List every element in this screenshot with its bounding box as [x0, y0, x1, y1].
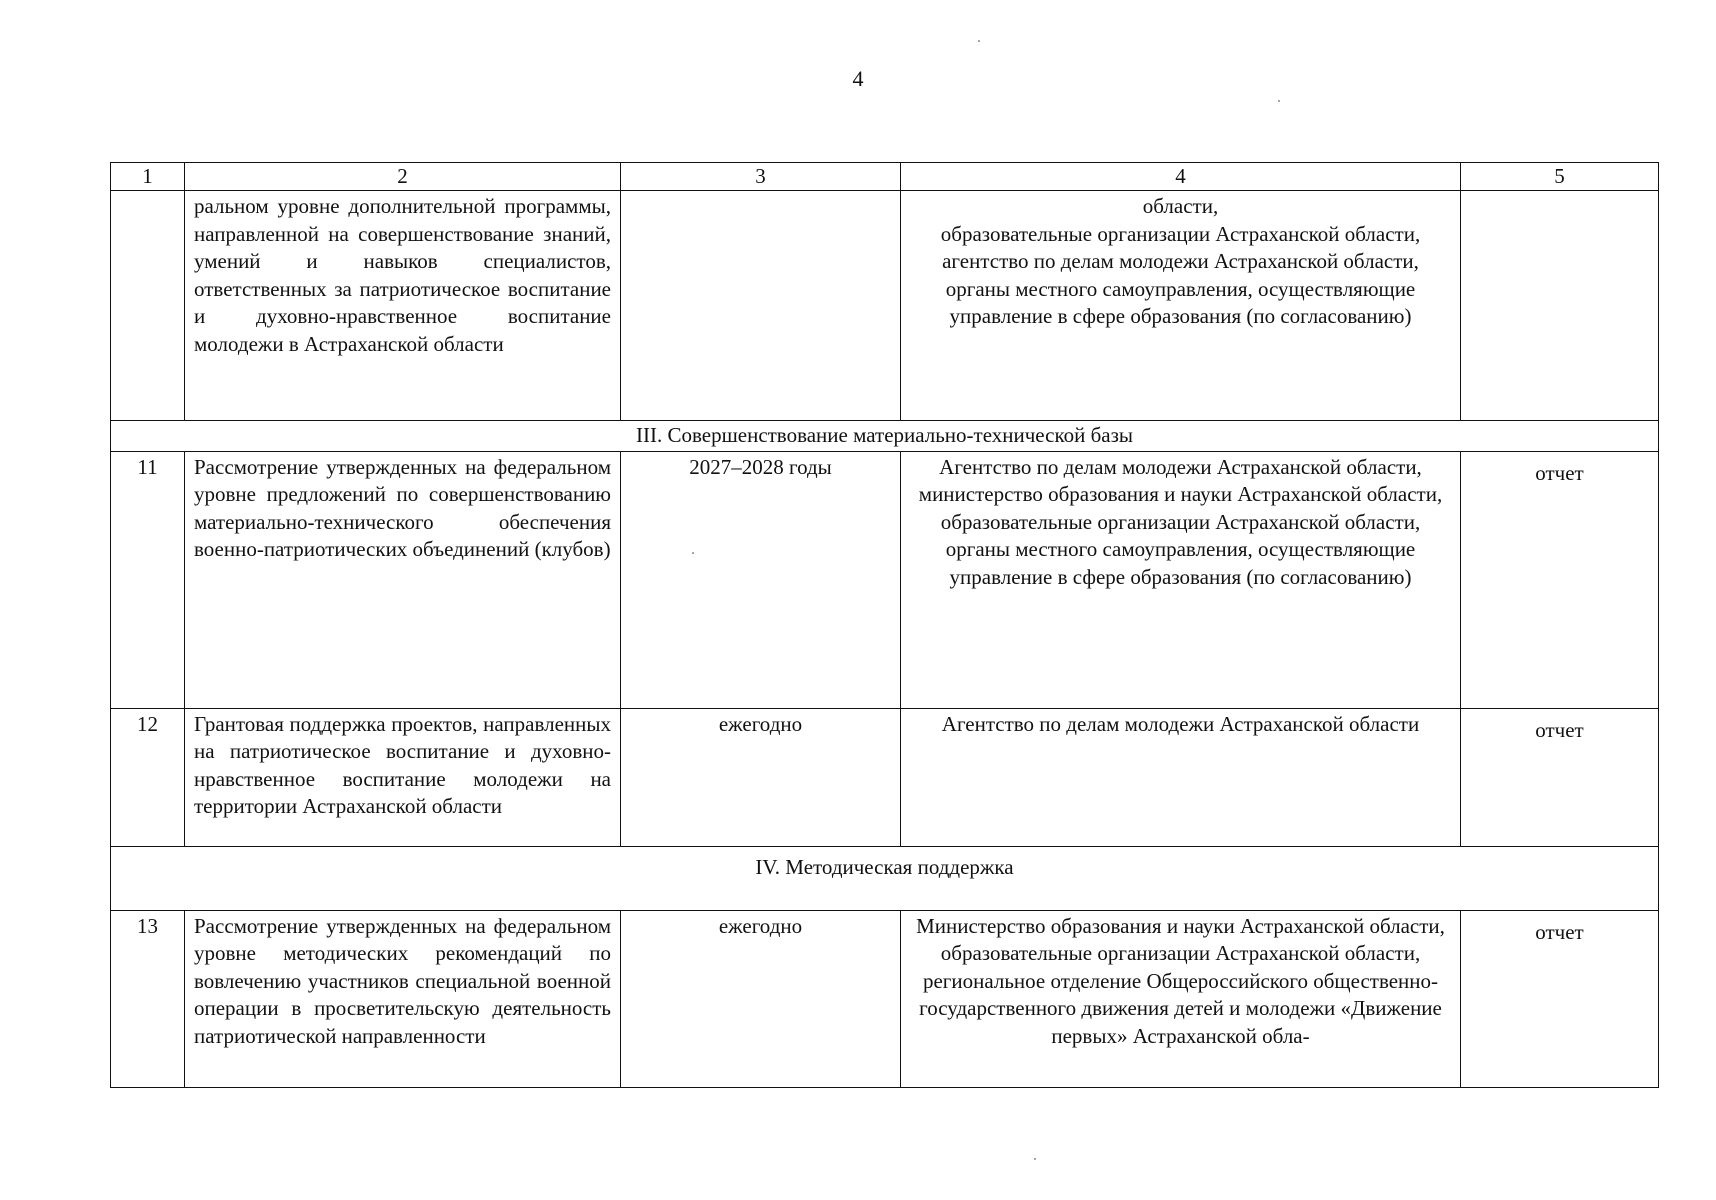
- table-row-12: [111, 708, 1659, 846]
- scan-speck: [1278, 100, 1280, 102]
- term-cell: ежегодно: [621, 708, 901, 846]
- section-heading-3: [111, 421, 1659, 452]
- table-header-row: [111, 163, 1659, 191]
- term-cell: [621, 191, 901, 421]
- section-title-3: III. Совершенствование материально-технической базы: [111, 421, 1659, 452]
- plan-table: [110, 162, 1659, 1088]
- executors-text: области, образовательные организации Астраханской области, агентство по делам молодежи Астраханской области, органы местного самоуправления, осуществляющие управление в сфере образования (по согласованию): [940, 194, 1421, 329]
- result-cell: [1461, 191, 1659, 421]
- measure-cell: Рассмотрение утвержденных на федеральном уровне методических рекомендаций по вовлечению участников специальной военной операции в просветительскую деятельность патриотической направленности: [185, 910, 621, 1087]
- executors-text: Министерство образования и науки Астраханской области, образовательные организации Астраханской области, региональное отделение Общероссийского общественно-государственного движения детей и молодежи «Движение первых» Астраханской обла-: [916, 913, 1445, 1048]
- term-cell: ежегодно: [621, 910, 901, 1087]
- section-heading-4: [111, 846, 1659, 910]
- executors-cell: [901, 708, 1461, 846]
- result-text: отчет: [1535, 919, 1584, 944]
- row-number: [111, 191, 185, 421]
- section-title-4: IV. Методическая поддержка: [111, 846, 1659, 910]
- executors-cell: [901, 910, 1461, 1087]
- row-number: 12: [111, 708, 185, 846]
- executors-text: Агентство по делам молодежи Астраханской области: [941, 711, 1420, 736]
- result-cell: [1461, 910, 1659, 1087]
- table-row-continuation: [111, 191, 1659, 421]
- result-cell: [1461, 708, 1659, 846]
- row-number: 13: [111, 910, 185, 1087]
- table-row-11: [111, 451, 1659, 708]
- measure-cell: ральном уровне дополнительной программы, направленной на совершенствование знаний, умений и навыков специалистов, ответственных за патриотическое воспитание и духовно-нравственное воспитание молодежи в Астраханской области: [185, 191, 621, 421]
- table-row-13: [111, 910, 1659, 1087]
- header-col-5: 5: [1461, 163, 1659, 191]
- measure-cell: Грантовая поддержка проектов, направленных на патриотическое воспитание и духовно-нравственное воспитание молодежи на территории Астраханской области: [185, 708, 621, 846]
- executors-cell: [901, 451, 1461, 708]
- term-cell: 2027–2028 годы: [621, 451, 901, 708]
- result-cell: [1461, 451, 1659, 708]
- scan-speck: [978, 40, 980, 42]
- header-col-1: 1: [111, 163, 185, 191]
- executors-text: Агентство по делам молодежи Астраханской области, министерство образования и науки Астраханской области, образовательные организации Астраханской области, органы местного самоуправления, осуществляющие управление в сфере образования (по согласованию): [918, 454, 1443, 589]
- scan-speck: [692, 552, 694, 554]
- scan-speck: [1034, 1158, 1036, 1160]
- page-number: 4: [852, 66, 864, 91]
- executors-cell: [901, 191, 1461, 421]
- measure-cell: Рассмотрение утвержденных на федеральном уровне предложений по совершенствованию материально-технического обеспечения военно-патриотических объединений (клубов): [185, 451, 621, 708]
- row-number: 11: [111, 451, 185, 708]
- header-col-2: 2: [185, 163, 621, 191]
- header-col-3: 3: [621, 163, 901, 191]
- result-text: отчет: [1535, 717, 1584, 742]
- header-col-4: 4: [901, 163, 1461, 191]
- result-text: отчет: [1535, 460, 1584, 485]
